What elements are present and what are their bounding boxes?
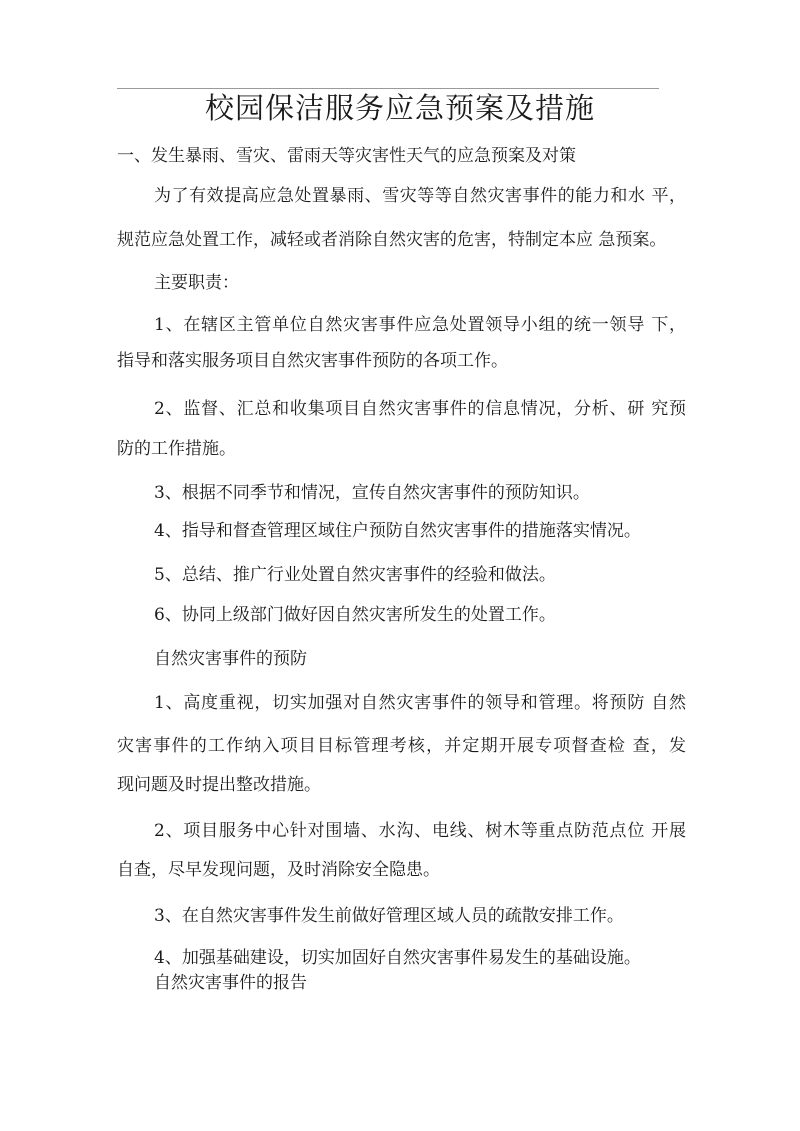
prevention-1-line-1: 1、高度重视，切实加强对自然灾害事件的领导和管理。将预防 自然	[154, 693, 686, 713]
prevention-4: 4、加强基础建设，切实加固好自然灾害事件易发生的基础设施。	[154, 948, 641, 968]
prevention-2-line-1: 2、项目服务中心针对围墙、水沟、电线、树木等重点防范点位 开展	[154, 821, 686, 841]
report-heading: 自然灾害事件的报告	[154, 973, 307, 993]
prevention-heading: 自然灾害事件的预防	[154, 649, 307, 669]
duty-4: 4、指导和督查管理区域住户预防自然灾害事件的措施落实情况。	[154, 521, 641, 541]
section-heading: 一、发生暴雨、雪灾、雷雨天等灾害性天气的应急预案及对策	[117, 146, 576, 166]
duty-3: 3、根据不同季节和情况，宣传自然灾害事件的预防知识。	[154, 483, 590, 503]
prevention-2-line-2: 自查，尽早发现问题，及时消除安全隐患。	[117, 860, 440, 880]
prevention-1-line-3: 现问题及时提出整改措施。	[117, 775, 321, 795]
intro-line-1: 为了有效提高应急处置暴雨、雪灾等等自然灾害事件的能力和水 平，	[154, 186, 686, 206]
document-title: 校园保洁服务应急预案及措施	[204, 91, 595, 125]
duty-6: 6、协同上级部门做好因自然灾害所发生的处置工作。	[154, 605, 556, 625]
intro-line-2: 规范应急处置工作，减轻或者消除自然灾害的危害，特制定本应 急预案。	[117, 230, 667, 250]
duties-heading: 主要职责：	[154, 273, 239, 293]
duty-1-line-1: 1、在辖区主管单位自然灾害事件应急处置领导小组的统一领导 下，	[154, 315, 686, 335]
duty-2-line-1: 2、监督、汇总和收集项目自然灾害事件的信息情况，分析、研 究预	[154, 399, 686, 419]
duty-5: 5、总结、推广行业处置自然灾害事件的经验和做法。	[154, 565, 556, 585]
prevention-3: 3、在自然灾害事件发生前做好管理区域人员的疏散安排工作。	[154, 906, 624, 926]
duty-1-line-2: 指导和落实服务项目自然灾害事件预防的各项工作。	[117, 351, 508, 371]
prevention-1-line-2: 灾害事件的工作纳入项目目标管理考核，并定期开展专项督查检 查，发	[117, 736, 686, 756]
duty-2-line-2: 防的工作措施。	[117, 439, 236, 459]
